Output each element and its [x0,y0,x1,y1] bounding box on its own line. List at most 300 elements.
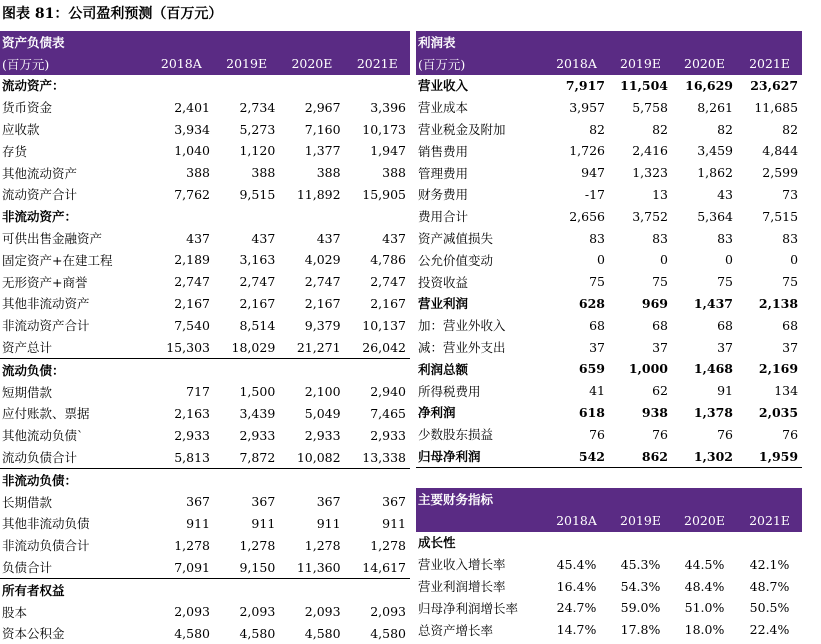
income-row [416,445,802,467]
balance-row [0,513,410,535]
cell-value: 938 [641,404,668,420]
year-header-2019E: 2019E [214,53,279,75]
cell-value [345,468,410,490]
cell-value: 1,278 [370,537,406,553]
year-header-2020E: 2020E [672,53,737,75]
income-row [416,293,802,315]
row-label: 营业利润增长率 [418,579,506,595]
cell-value: 51.0% [684,600,725,616]
cell-value: 1,278 [239,537,276,553]
balance-row [0,403,410,425]
cell-value: 54.3% [620,578,661,594]
row-label: 财务费用 [418,187,469,203]
cell-value: 17.8% [620,622,661,638]
income-row [416,380,802,402]
income-unit-label: (百万元) [416,53,544,75]
income-row [416,118,802,140]
row-label: 负债合计 [0,556,149,578]
row-label: 费用合计 [418,209,469,225]
cell-value: 9,150 [214,556,279,578]
row-label: 营业利润 [418,296,469,312]
cell-value: 911 [186,515,210,531]
cell-value: 22.4% [749,622,790,638]
year-header-2018A: 2018A [544,510,609,532]
year-header-2019E: 2019E [609,53,672,75]
cell-value: 11,892 [296,186,341,202]
income-row [416,271,802,293]
cell-value: 7,465 [370,405,406,421]
cell-value: 2,747 [304,274,341,290]
balance-row [0,336,410,358]
row-label: 非流动负债合计 [2,538,90,554]
row-label: 利润总额 [418,361,469,377]
row-label: 公允价值变动 [418,252,494,268]
cell-value: 2,093 [370,604,406,620]
cell-value [279,578,344,600]
balance-row [0,468,410,490]
row-label: 少数股东损益 [418,427,494,443]
cell-value: 4,844 [762,143,799,159]
ratios-row [416,553,802,575]
row-label: 长期借款 [2,494,53,510]
balance-row [0,623,410,644]
cell-value: 3,459 [697,143,733,159]
ratios-row [416,619,802,641]
cell-value: 45.3% [620,556,661,572]
cell-value: 10,137 [362,317,406,333]
cell-value: 2,747 [174,274,210,290]
income-section-header-row [416,31,802,53]
cell-value: 911 [251,515,276,531]
cell-value: 59.0% [620,600,661,616]
balance-row [0,358,410,380]
cell-value: 45.4% [556,556,597,572]
year-header-2021E: 2021E [737,510,802,532]
cell-value: 1,862 [697,165,733,181]
year-header-2021E: 2021E [737,53,802,75]
cell-value [279,358,344,380]
cell-value: 82 [589,121,605,137]
cell-value: 76 [782,426,799,442]
cell-value: 2,416 [632,143,668,159]
row-label: 流动负债： [2,362,65,378]
cell-value: 7,762 [174,186,210,202]
cell-value: 7,091 [149,556,214,578]
cell-value: 1,500 [239,384,276,400]
cell-value: 7,160 [304,121,341,137]
cell-value: 68 [589,317,605,333]
cell-value: 947 [581,165,605,181]
cell-value [544,532,609,554]
cell-value: 2,167 [304,295,341,311]
income-row [416,336,802,358]
row-label: 归母净利润增长率 [418,600,519,616]
cell-value: 1,377 [304,143,341,159]
cell-value: 2,100 [304,384,341,400]
cell-value: 618 [578,404,605,420]
cell-value: 4,580 [174,625,210,641]
cell-value [345,75,410,97]
balance-unit-label: (百万元) [0,53,149,75]
cell-value: 388 [316,165,341,181]
cell-value: 15,303 [149,336,214,358]
cell-value: 3,934 [174,121,210,137]
cell-value [279,205,344,227]
income-row [416,423,802,445]
cell-value: 1,437 [693,295,733,311]
row-label: 应收款 [2,122,40,138]
cell-value: 1,959 [737,445,802,467]
cell-value [672,532,737,554]
cell-value: 2,163 [174,405,210,421]
cell-value: 75 [652,274,668,290]
cell-value [279,468,344,490]
balance-row [0,556,410,578]
income-row [416,184,802,206]
cell-value: 1,302 [672,445,737,467]
income-section-title: 利润表 [416,31,802,53]
row-label: 归母净利润 [416,445,544,467]
cell-value: 26,042 [345,336,410,358]
row-label: 其他非流动资产 [2,296,90,312]
cell-value [609,532,672,554]
cell-value [214,205,279,227]
cell-value: 62 [652,383,668,399]
cell-value: 2,093 [239,604,276,620]
cell-value: 91 [717,383,733,399]
cell-value: 82 [782,121,799,137]
cell-value: 11,360 [279,556,344,578]
row-label: 营业税金及附加 [418,122,506,138]
cell-value: 3,957 [569,99,605,115]
cell-value: 24.7% [556,600,597,616]
cell-value: 73 [782,186,799,202]
cell-value: 2,933 [370,427,406,443]
cell-value: 437 [251,230,276,246]
cell-value: 7,515 [762,208,799,224]
balance-section-title: 资产负债表 [0,31,410,53]
balance-row [0,293,410,315]
cell-value: 3,396 [370,99,406,115]
cell-value: 2,933 [239,427,276,443]
cell-value: 82 [717,121,733,137]
cell-value: 2,167 [239,295,276,311]
cell-value: 11,504 [620,77,668,93]
cell-value: 82 [652,121,668,137]
cell-value: 1,726 [569,143,605,159]
cell-value: 437 [382,230,406,246]
cell-value: 9,379 [304,317,341,333]
year-header-2018A: 2018A [149,53,214,75]
cell-value: 48.4% [684,578,725,594]
figure-title: 图表 81：公司盈利预测（百万元） [2,6,223,22]
row-label: 可供出售金融资产 [2,231,103,247]
row-label: 加：营业外收入 [418,318,506,334]
balance-section-header-row [0,31,410,53]
cell-value [149,205,214,227]
row-label: 资产减值损失 [418,231,494,247]
cell-value: 48.7% [749,578,790,594]
cell-value [214,75,279,97]
cell-value: 1,000 [628,361,668,377]
cell-value: 367 [186,494,210,510]
balance-row [0,140,410,162]
cell-value: 911 [316,515,341,531]
cell-value: 0 [597,252,605,268]
row-label: 其他非流动负债 [2,516,90,532]
cell-value: 862 [609,445,672,467]
cell-value: 13 [652,186,668,202]
cell-value: 4,786 [370,252,406,268]
cell-value: 0 [790,252,799,268]
year-header-2020E: 2020E [672,510,737,532]
cell-value: 2,167 [174,295,210,311]
key-ratios-table [416,488,802,641]
income-column-header-row [416,53,802,75]
income-row [416,402,802,424]
cell-value [279,75,344,97]
cell-value: 2,933 [304,427,341,443]
row-label: 固定资产+在建工程 [2,252,113,268]
cell-value: 2,167 [370,295,406,311]
year-header-2021E: 2021E [345,53,410,75]
cell-value: 37 [717,339,733,355]
cell-value [214,468,279,490]
cell-value: 5,758 [632,99,668,115]
row-label: 其他流动资产 [2,165,78,181]
row-label: 应付账款、票据 [2,406,90,422]
cell-value: 2,747 [239,274,276,290]
cell-value: 542 [544,445,609,467]
cell-value: 42.1% [749,556,790,572]
cell-value: 44.5% [684,556,725,572]
balance-sheet-table [0,31,410,644]
cell-value: 1,947 [370,143,406,159]
cell-value: 1,040 [174,143,210,159]
cell-value: 628 [578,295,605,311]
cell-value: 76 [652,426,668,442]
cell-value: 911 [382,515,406,531]
balance-row [0,227,410,249]
cell-value: 2,967 [304,99,341,115]
cell-value: 75 [782,274,799,290]
cell-value: 3,439 [239,405,276,421]
row-label: 股本 [2,604,28,620]
balance-row [0,75,410,97]
row-label: 销售费用 [418,143,469,159]
cell-value: 2,169 [758,361,799,377]
cell-value: 8,514 [239,317,276,333]
ratios-column-header-row [416,510,802,532]
cell-value: 4,580 [239,625,276,641]
ratios-section-header-row [416,488,802,510]
cell-value: 75 [589,274,605,290]
cell-value: 14.7% [556,622,597,638]
cell-value: 3,163 [239,252,276,268]
cell-value [214,578,279,600]
cell-value: 367 [316,494,341,510]
cell-value: 43 [717,186,733,202]
cell-value [214,358,279,380]
row-label: 流动资产： [2,78,65,94]
row-label: 存货 [2,143,28,159]
income-row [416,314,802,336]
cell-value: 16.4% [556,578,597,594]
income-row [416,358,802,380]
cell-value: 8,261 [697,99,733,115]
balance-row [0,381,410,403]
cell-value: 2,734 [239,99,276,115]
cell-value [345,358,410,380]
cell-value: 13,338 [345,446,410,468]
balance-row [0,424,410,446]
cell-value: 16,629 [685,77,733,93]
cell-value: 83 [782,230,799,246]
cell-value: 2,093 [304,604,341,620]
cell-value: 4,580 [370,625,406,641]
balance-row [0,205,410,227]
row-label: 营业成本 [418,100,469,116]
cell-value: 388 [251,165,276,181]
cell-value: 134 [774,383,799,399]
cell-value: 9,515 [239,186,276,202]
cell-value: 717 [186,384,210,400]
income-row [416,249,802,271]
balance-row [0,96,410,118]
ratios-row [416,597,802,619]
cell-value [149,358,214,380]
row-label: 减：营业外支出 [418,340,506,356]
cell-value [737,532,802,554]
cell-value: 23,627 [750,77,799,93]
cell-value: 3,752 [632,208,668,224]
row-label: 无形资产+商誉 [2,274,88,290]
cell-value: 7,872 [214,446,279,468]
row-label: 净利润 [418,405,456,421]
row-label: 短期借款 [2,384,53,400]
cell-value: 2,401 [174,99,210,115]
row-label: 其他流动负债` [2,428,84,444]
balance-row [0,491,410,513]
cell-value: 5,273 [239,121,276,137]
cell-value: 388 [186,165,210,181]
row-label: 管理费用 [418,165,469,181]
cell-value: 18,029 [214,336,279,358]
cell-value: 2,093 [174,604,210,620]
balance-row [0,578,410,600]
row-label: 非流动资产合计 [2,318,90,334]
cell-value: 1,468 [693,361,733,377]
cell-value: 2,035 [758,404,799,420]
row-label: 成长性 [418,535,456,551]
cell-value: 7,917 [565,77,605,93]
cell-value [345,205,410,227]
cell-value: 2,599 [762,165,799,181]
cell-value: 83 [652,230,668,246]
cell-value: 2,747 [370,274,406,290]
cell-value: 367 [382,494,406,510]
row-label: 资产总计 [0,336,149,358]
income-row [416,75,802,97]
row-label: 所得税费用 [418,383,481,399]
cell-value: 83 [717,230,733,246]
cell-value: 68 [717,317,733,333]
balance-row [0,534,410,556]
cell-value: 68 [652,317,668,333]
cell-value: 37 [782,339,799,355]
ratios-header-blank [416,510,544,532]
cell-value: 5,364 [697,208,733,224]
row-label: 流动负债合计 [0,446,149,468]
cell-value: 68 [782,317,799,333]
income-row [416,227,802,249]
cell-value: 2,189 [174,252,210,268]
cell-value: 5,813 [149,446,214,468]
year-header-2019E: 2019E [609,510,672,532]
row-label: 非流动负债： [2,472,78,488]
balance-row [0,162,410,184]
cell-value: 21,271 [279,336,344,358]
cell-value: 1,120 [239,143,276,159]
cell-value: 0 [660,252,668,268]
cell-value: 14,617 [345,556,410,578]
cell-value: 18.0% [684,622,725,638]
cell-value [149,578,214,600]
income-row [416,205,802,227]
balance-row [0,446,410,468]
row-label: 总资产增长率 [418,622,494,638]
cell-value: 2,138 [758,295,799,311]
income-row [416,140,802,162]
cell-value: 41 [589,383,605,399]
balance-row [0,601,410,623]
row-label: 所有者权益 [2,582,65,598]
cell-value: 1,323 [632,165,668,181]
cell-value: 37 [589,339,605,355]
cell-value [149,468,214,490]
income-row [416,162,802,184]
cell-value: 37 [652,339,668,355]
row-label: 流动资产合计 [2,187,78,203]
cell-value: 50.5% [749,600,790,616]
cell-value: 4,580 [304,625,341,641]
row-label: 营业收入 [418,78,469,94]
cell-value: 76 [717,426,733,442]
balance-row [0,249,410,271]
row-label: 资本公积金 [2,626,65,642]
cell-value: 10,173 [362,121,406,137]
balance-row [0,271,410,293]
cell-value: 0 [725,252,733,268]
cell-value: 11,685 [754,99,799,115]
cell-value: 437 [316,230,341,246]
year-header-2018A: 2018A [544,53,609,75]
cell-value [149,75,214,97]
cell-value: 1,278 [304,537,341,553]
cell-value: 969 [641,295,668,311]
cell-value: 2,656 [569,208,605,224]
cell-value [345,578,410,600]
cell-value: 75 [717,274,733,290]
cell-value: 2,940 [370,384,406,400]
row-label: 营业收入增长率 [418,557,506,573]
ratios-row [416,532,802,554]
cell-value: 5,049 [304,405,341,421]
year-header-2020E: 2020E [279,53,344,75]
cell-value: 2,933 [174,427,210,443]
balance-column-header-row [0,53,410,75]
cell-value: 15,905 [362,186,406,202]
